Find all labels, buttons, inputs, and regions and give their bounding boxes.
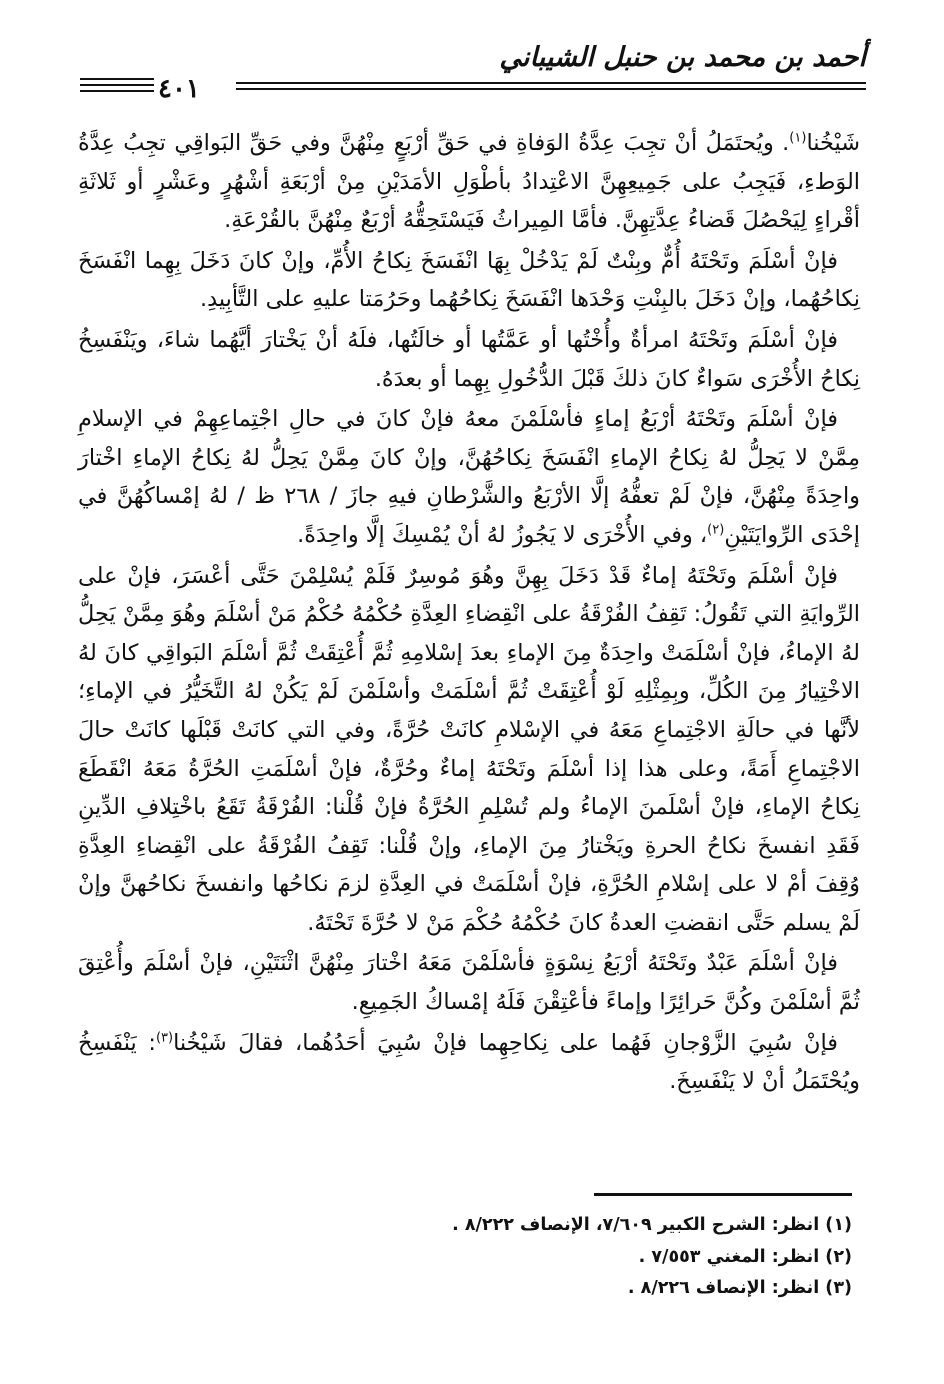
footnote-marker: (٢) — [707, 522, 725, 538]
footnotes — [140, 1210, 852, 1305]
paragraph-text: فإنْ سُبِيَ الزَّوْجانِ فَهُما على نِكاحِهِما فإنْ سُبِيَ أحَدُهُما، فقالَ شَيْخُنا — [173, 1029, 838, 1056]
paragraph-text: فإنْ أسْلَمَ وتَحْتَهُ أرْبَعُ إماءٍ فأسْلَمْنَ معهُ فإنْ كانَ في حالِ اجْتِماعِهِمْ في الإسلامِ مِمَّنْ لا يَحِلُّ لهُ نِكاحُ الإماءِ انْفَسَخَ نِكاحُهُنَّ، وإنْ كانَ مِمَّنْ يَحِلُّ لهُ نِكاحُ الإماءِ اخْتارَ واحِدَةً مِنْهُنَّ، فإنْ لَمْ تعفُّهُ إلَّا الأرْبَعُ والشَّرْطانِ فيهِ جازَ / ٢٦٨ ظ / لهُ إمْساكُهُنَّ في إحْدَى الرِّوايَتَيْنِ — [78, 406, 860, 548]
page-header — [78, 36, 866, 106]
footnote-separator — [594, 1193, 852, 1196]
header-rule-left-top — [80, 78, 154, 80]
footnote-marker: (١) — [789, 130, 807, 146]
paragraph — [78, 242, 860, 319]
paragraph — [78, 124, 860, 240]
paragraph-text: فإنْ أسْلَمَ وتَحْتَهُ إماءٌ قَدْ دَخَلَ بِهِنَّ وهُوَ مُوسِرٌ فَلَمْ يُسْلِمْنَ حَتَّى أعْسَرَ، فإنْ على الرِّوايَةِ التي تَقُولُ: تَقِفُ الفُرْقَةُ على انْقِضاءِ العِدَّةِ حُكْمُهُ حُكْمُ مَنْ أسْلَمَ وهُوَ مِمَّنْ يَحِلُّ لهُ الإماءُ، فإنْ أسْلَمَتْ واحِدَةٌ مِنَ الإماءِ بعدَ إسْلامِهِ ثُمَّ أُعْتِقَتْ ثُمَّ أسْلَمَ البَواقِي كانَ لهُ الاخْتِيارُ مِنَ الكُلِّ، وبِمِثْلِهِ لَوْ أُعْتِقَتْ ثُمَّ أسْلَمَتْ وأسْلَمْنَ لَمْ يَكُنْ لهُ التَّخَيُّرُ في الإماءِ؛ لأنَّها في حالَةِ الاجْتِماعِ مَعَهُ في الإسْلامِ كانَتْ حُرَّةً، وفي التي كانَتْ قَبْلَها كانَتْ حالَ الاجْتِماعِ أَمَةً، وعلى هذا إذا أسْلَمَ وتَحْتَهُ إماءٌ وحُرَّةٌ، فإنْ أسْلَمَتِ الحُرَّةُ مَعَهُ انْقَطَعَ نِكاحُ الإماءِ، فإنْ أسْلَمنَ الإماءُ ولم تُسْلِمِ الحُرَّةُ فإنْ قُلْنا: الفُرْقَةُ تَقَعُ باخْتِلافِ الدِّينِ فَقَدِ انفسخَ نكاحُ الحرةِ ويَخْتارُ مِنَ الإماءِ، وإنْ قُلْنا: تَقِفُ الفُرْقَةُ على انْقِضاءِ العِدَّةِ وُقِفَ أمْ لا على إسْلامِ الحُرَّةِ، فإنْ أسْلَمَتْ في العِدَّةِ لزمَ نكاحُها وانفسخَ نكاحُهنَّ وإنْ لَمْ يسلم حَتَّى انقضتِ العدةُ كانَ حُكْمُهُ حُكْمَ مَنْ لا حُرَّةَ تَحْتَهُ. — [78, 562, 860, 936]
footnote: (١) انظر: الشرح الكبير ٧/٦٠٩، الإنصاف ٨/٢٢٢ . — [452, 1215, 852, 1235]
paragraph-text: فإنْ أسْلَمَ وتَحْتَهُ امرأةٌ وأُخْتُها أو عَمَّتُها أو خالَتُها، فلَهُ أنْ يَخْتارَ أيَّهُما شاءَ، ويَنْفَسِخُ نِكاحُ الأُخْرَى سَواءٌ كانَ ذلكَ قَبْلَ الدُّخُولِ بِهِما أو بعدَهُ. — [78, 326, 860, 392]
paragraph-text: شَيْخُنا — [806, 130, 860, 156]
paragraph — [78, 400, 860, 554]
paragraph-text: فإنْ أسْلَمَ وتَحْتَهُ أُمٌّ وبِنْتٌ لَمْ يَدْخُلْ بِهَا انْفَسَخَ نِكاحُ الأُمِّ، وإنْ كانَ دَخَلَ بِهِما انْفَسَخَ نِكاحُهُما، وإنْ دَخَلَ بالبِنْتِ وَحْدَها انْفَسَخَ نِكاحُهُما وحَرُمَتا عليهِ على التَّأبِيدِ. — [78, 247, 860, 313]
paragraph-text: . ويُحتَمَلُ أنْ تجِبَ عِدَّةُ الوَفاةِ في حَقِّ أرْبَعٍ مِنْهُنَّ وفي حَقِّ البَواقِي تجِبُ عِدَّةُ الوَطءِ، فَيَجِبُ على جَمِيعِهِنَّ الاعْتِدادُ بأطْوَلِ الأمَدَيْنِ مِنْ أرْبَعَةِ أشْهُرٍ وعَشْرٍ أو ثَلاثَةِ أقْراءٍ لِيَحْصُلَ قَضاءُ عِدَّتِهِنَّ. فأمَّا المِيراثُ فَيَسْتَحِقُّهُ أرْبَعٌ مِنْهُنَّ بالقُرْعَةِ. — [78, 130, 860, 234]
page-number: ٤٠١ — [158, 74, 200, 104]
paragraph — [78, 1024, 860, 1101]
main-text — [78, 124, 860, 1101]
header-rule-right-bottom — [236, 88, 866, 90]
header-rule-left-middle — [80, 84, 154, 86]
paragraph — [78, 944, 860, 1021]
header-rule-right-top — [236, 82, 866, 84]
footnote: (٢) انظر: المغني ٧/٥٥٣ . — [638, 1246, 852, 1267]
footnote: (٣) انظر: الإنصاف ٨/٢٢٦ . — [627, 1278, 852, 1298]
paragraph-text: : يَنْفَسِخُ ويُحْتَمَلُ أنْ لا يَنْفَسِخَ. — [78, 1029, 860, 1095]
paragraph-text: فإنْ أسْلَمَ عَبْدٌ وتَحْتَهُ أرْبَعُ نِسْوَةٍ فأسْلَمْنَ مَعَهُ اخْتارَ مِنْهُنَّ اثْنَتَيْنِ، فإنْ أسْلَمَ وأُعْتِقَ ثُمَّ أسْلَمْنَ وكُنَّ حَرائِرًا وإماءً فأعْتِقْنَ فَلَهُ إمْساكُ الجَمِيعِ. — [78, 950, 860, 1016]
footnote-marker: (٣) — [155, 1030, 174, 1046]
paragraph — [78, 321, 860, 398]
header-rule-left-bottom — [80, 90, 154, 92]
paragraph-text: ، وفي الأُخْرَى لا يَجُوزُ لهُ أنْ يُمْسِكَ إلَّا واحِدَةً. — [297, 521, 708, 548]
running-title: أحمد بن محمد بن حنبل الشيباني — [499, 42, 866, 73]
paragraph — [78, 557, 860, 943]
